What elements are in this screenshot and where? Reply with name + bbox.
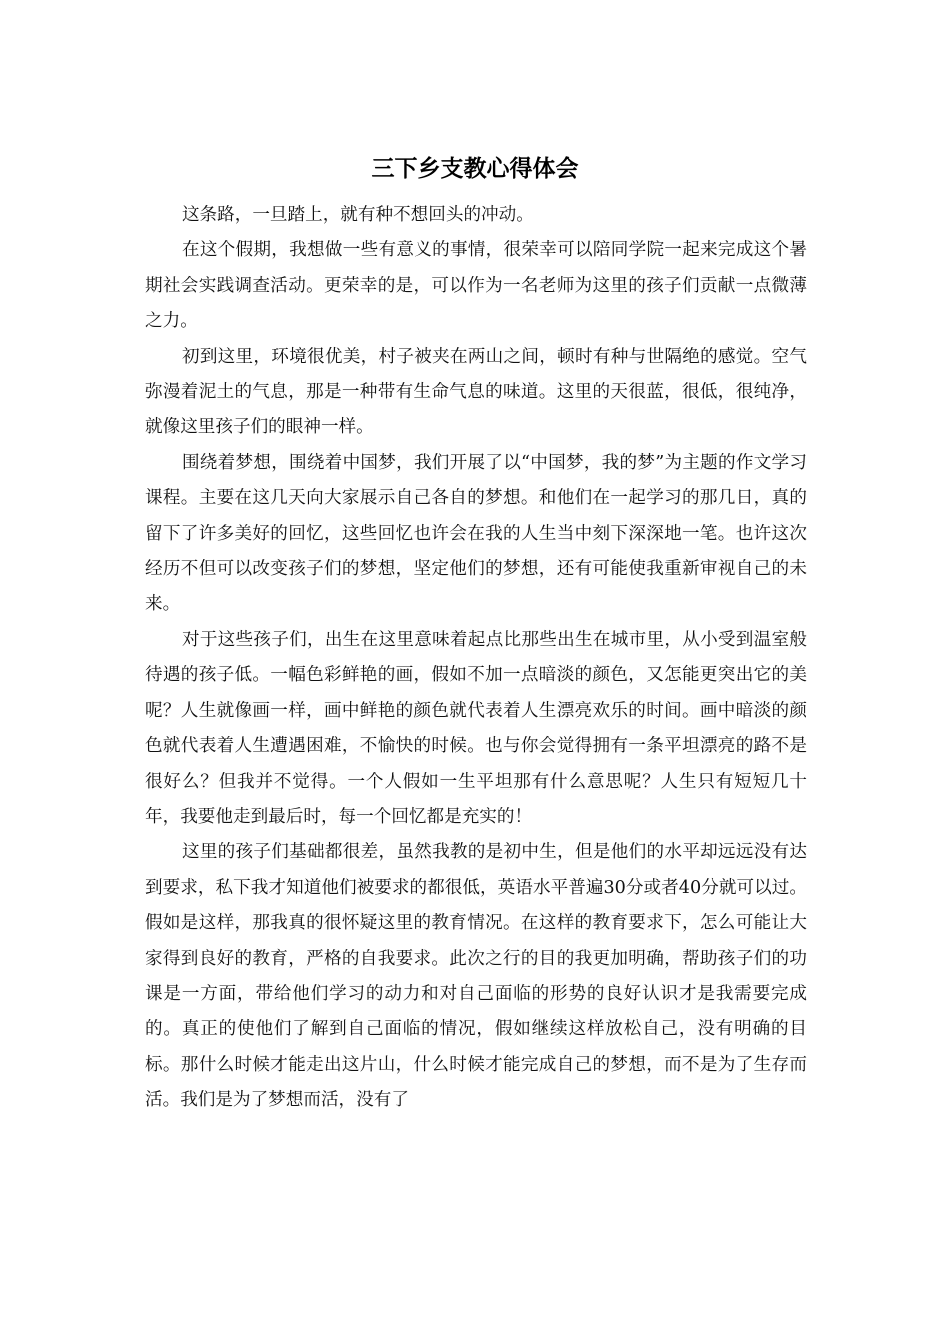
paragraph: 这里的孩子们基础都很差，虽然我教的是初中生，但是他们的水平却远远没有达到要求，私下我才知道他们被要求的都很低，英语水平普遍30分或者40分就可以过。假如是这样，那我真的很怀疑这里的教育情况。在这样的教育要求下，怎么可能让大家得到良好的教育，严格的自我要求。此次之行的目的我更加明确，帮助孩子们的功课是一方面，带给他们学习的动力和对自己面临的形势的良好认识才是我需要完成的。真正的使他们了解到自己面临的情况，假如继续这样放松自己，没有明确的目标。那什么时候才能走出这片山，什么时候才能完成自己的梦想，而不是为了生存而活。我们是为了梦想而活，没有了: [145, 842, 807, 1111]
paragraph: 这条路，一旦踏上，就有种不想回头的冲动。: [181, 205, 534, 225]
paragraph: 初到这里，环境很优美，村子被夹在两山之间，顿时有种与世隔绝的感觉。空气弥漫着泥土的气息，那是一种带有生命气息的味道。这里的天很蓝，很低，很纯净，就像这里孩子们的眼神一样。: [145, 346, 807, 438]
document-body: [145, 198, 807, 1119]
document-title: 三下乡支教心得体会: [371, 156, 579, 182]
paragraph: 在这个假期，我想做一些有意义的事情，很荣幸可以陪同学院一起来完成这个暑期社会实践调查活动。更荣幸的是，可以作为一名老师为这里的孩子们贡献一点微薄之力。: [145, 240, 807, 332]
paragraph: 对于这些孩子们，出生在这里意味着起点比那些出生在城市里，从小受到温室般待遇的孩子低。一幅色彩鲜艳的画，假如不加一点暗淡的颜色，又怎能更突出它的美呢？人生就像画一样，画中鲜艳的颜色就代表着人生漂亮欢乐的时间。画中暗淡的颜色就代表着人生遭遇困难，不愉快的时候。也与你会觉得拥有一条平坦漂亮的路不是很好么？但我并不觉得。一个人假如一生平坦那有什么意思呢？人生只有短短几十年，我要他走到最后时，每一个回忆都是充实的！: [145, 629, 807, 827]
paragraph: 围绕着梦想，围绕着中国梦，我们开展了以“中国梦，我的梦”为主题的作文学习课程。主要在这几天向大家展示自己各自的梦想。和他们在一起学习的那几日，真的留下了许多美好的回忆，这些回忆也许会在我的人生当中刻下深深地一笔。也许这次经历不但可以改变孩子们的梦想，坚定他们的梦想，还有可能使我重新审视自己的未来。: [145, 452, 807, 615]
